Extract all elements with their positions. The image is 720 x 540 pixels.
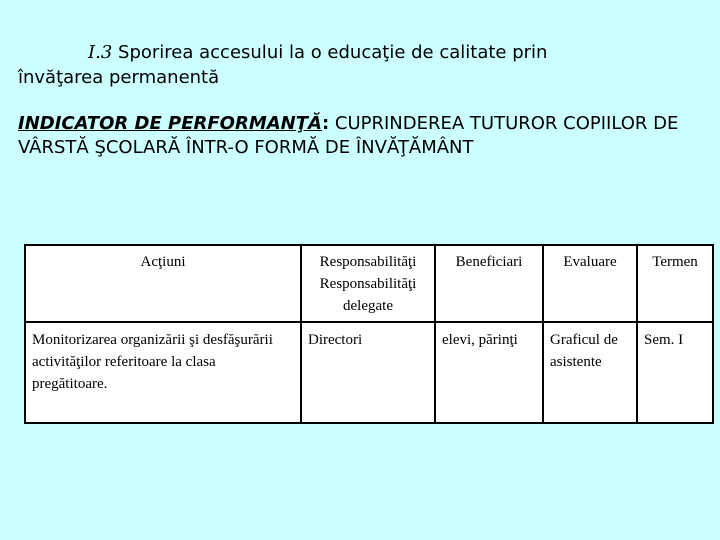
- cell-responsabilitati: Directori: [301, 322, 435, 423]
- table-header-row: [25, 245, 713, 322]
- indicator-label: INDICATOR DE PERFORMANŢĂ: [18, 113, 322, 134]
- cell-evaluare: Graficul de asistente: [543, 322, 637, 423]
- table-row: [25, 322, 713, 423]
- indicator-text: CUPRINDEREA TUTUROR COPIILOR DE VÂRSTĂ ŞCOLARĂ ÎNTR-O FORMĂ DE ÎNVĂŢĂMÂNT: [18, 113, 679, 158]
- header-beneficiari: Beneficiari: [435, 245, 543, 322]
- performance-indicator: [18, 112, 708, 160]
- cell-beneficiari: elevi, părinţi: [435, 322, 543, 423]
- header-responsabilitati: Responsabilităţi Responsabilităţi delegate: [301, 245, 435, 322]
- cell-termen: Sem. I: [637, 322, 713, 423]
- header-evaluare: Evaluare: [543, 245, 637, 322]
- header-termen: Termen: [637, 245, 713, 322]
- action-plan-table: [24, 244, 714, 424]
- section-heading: [18, 40, 708, 90]
- header-actiuni: Acţiuni: [25, 245, 301, 322]
- section-title-line1: Sporirea accesului la o educaţie de calitate prin: [118, 42, 548, 63]
- section-number: I.3: [88, 42, 113, 63]
- indicator-colon: :: [321, 113, 330, 134]
- header-responsabilitati-delegate: Responsabilităţi delegate: [319, 276, 417, 314]
- section-title-line2: învăţarea permanentă: [18, 67, 220, 88]
- cell-actiuni: Monitorizarea organizării şi desfăşurării activităţilor referitoare la clasa pregătitoare.: [25, 322, 301, 423]
